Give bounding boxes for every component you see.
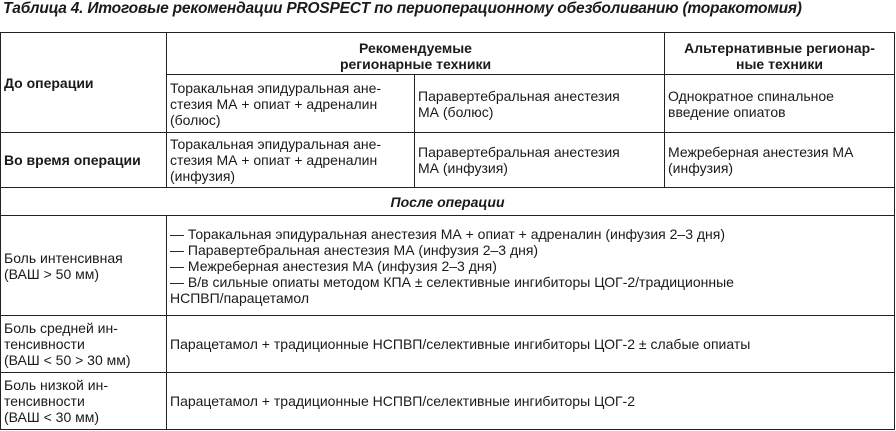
after-title-row	[1, 188, 895, 216]
before-cell-spinal: Однократное спинальное введение опиатов	[665, 75, 895, 133]
header-recommended: Рекомендуемые регионарные техники	[167, 33, 665, 75]
table-caption: Таблица 4. Итоговые рекомендации PROSPECT по периоперационному обезболиванию (торакотомия)	[3, 0, 802, 17]
list-item: — Паравертебральная анестезия МА (инфузия 2–3 дня)	[170, 242, 539, 258]
after-title: После операции	[1, 188, 895, 216]
intense-label: Боль интенсивная (ВАШ > 50 мм)	[1, 216, 167, 316]
moderate-label: Боль средней ин- тенсивности (ВАШ < 50 > 30 мм)	[1, 316, 167, 373]
low-label: Боль низкой ин- тенсивности (ВАШ < 30 мм)	[1, 373, 167, 430]
recommendations-table	[0, 32, 895, 430]
low-row	[1, 373, 895, 430]
during-label: Во время операции	[1, 133, 167, 188]
header-alternative: Альтернативные регионар- ные техники	[665, 33, 895, 75]
during-cell-intercostal: Межреберная анестезия МА (инфузия)	[665, 133, 895, 188]
during-cell-epidural: Торакальная эпидуральная ане- стезия МА + опиат + адреналин (инфузия)	[167, 133, 415, 188]
before-cell-epidural: Торакальная эпидуральная ане- стезия МА + опиат + адреналин (болюс)	[167, 75, 415, 133]
intense-list	[170, 226, 891, 306]
during-row	[1, 133, 895, 188]
intense-row	[1, 216, 895, 316]
moderate-row	[1, 316, 895, 373]
intense-options	[167, 216, 895, 316]
list-item: — Межреберная анестезия МА (инфузия 2–3 дня)	[170, 258, 497, 274]
moderate-text: Парацетамол + традиционные НСПВП/селективные ингибиторы ЦОГ-2 ± слабые опиаты	[167, 316, 895, 373]
list-item: — Торакальная эпидуральная анестезия МА + опиат + адреналин (инфузия 2–3 дня)	[170, 226, 726, 242]
during-cell-paravertebral: Паравертебральная анестезия МА (инфузия)	[415, 133, 665, 188]
before-cell-paravertebral: Паравертебральная анестезия МА (болюс)	[415, 75, 665, 133]
header-row	[1, 33, 895, 75]
low-text: Парацетамол + традиционные НСПВП/селективные ингибиторы ЦОГ-2	[167, 373, 895, 430]
before-label: До операции	[1, 33, 167, 133]
list-item: — В/в сильные опиаты методом КПА ± селективные ингибиторы ЦОГ-2/традиционные НСПВП/парацетамол	[170, 274, 734, 306]
